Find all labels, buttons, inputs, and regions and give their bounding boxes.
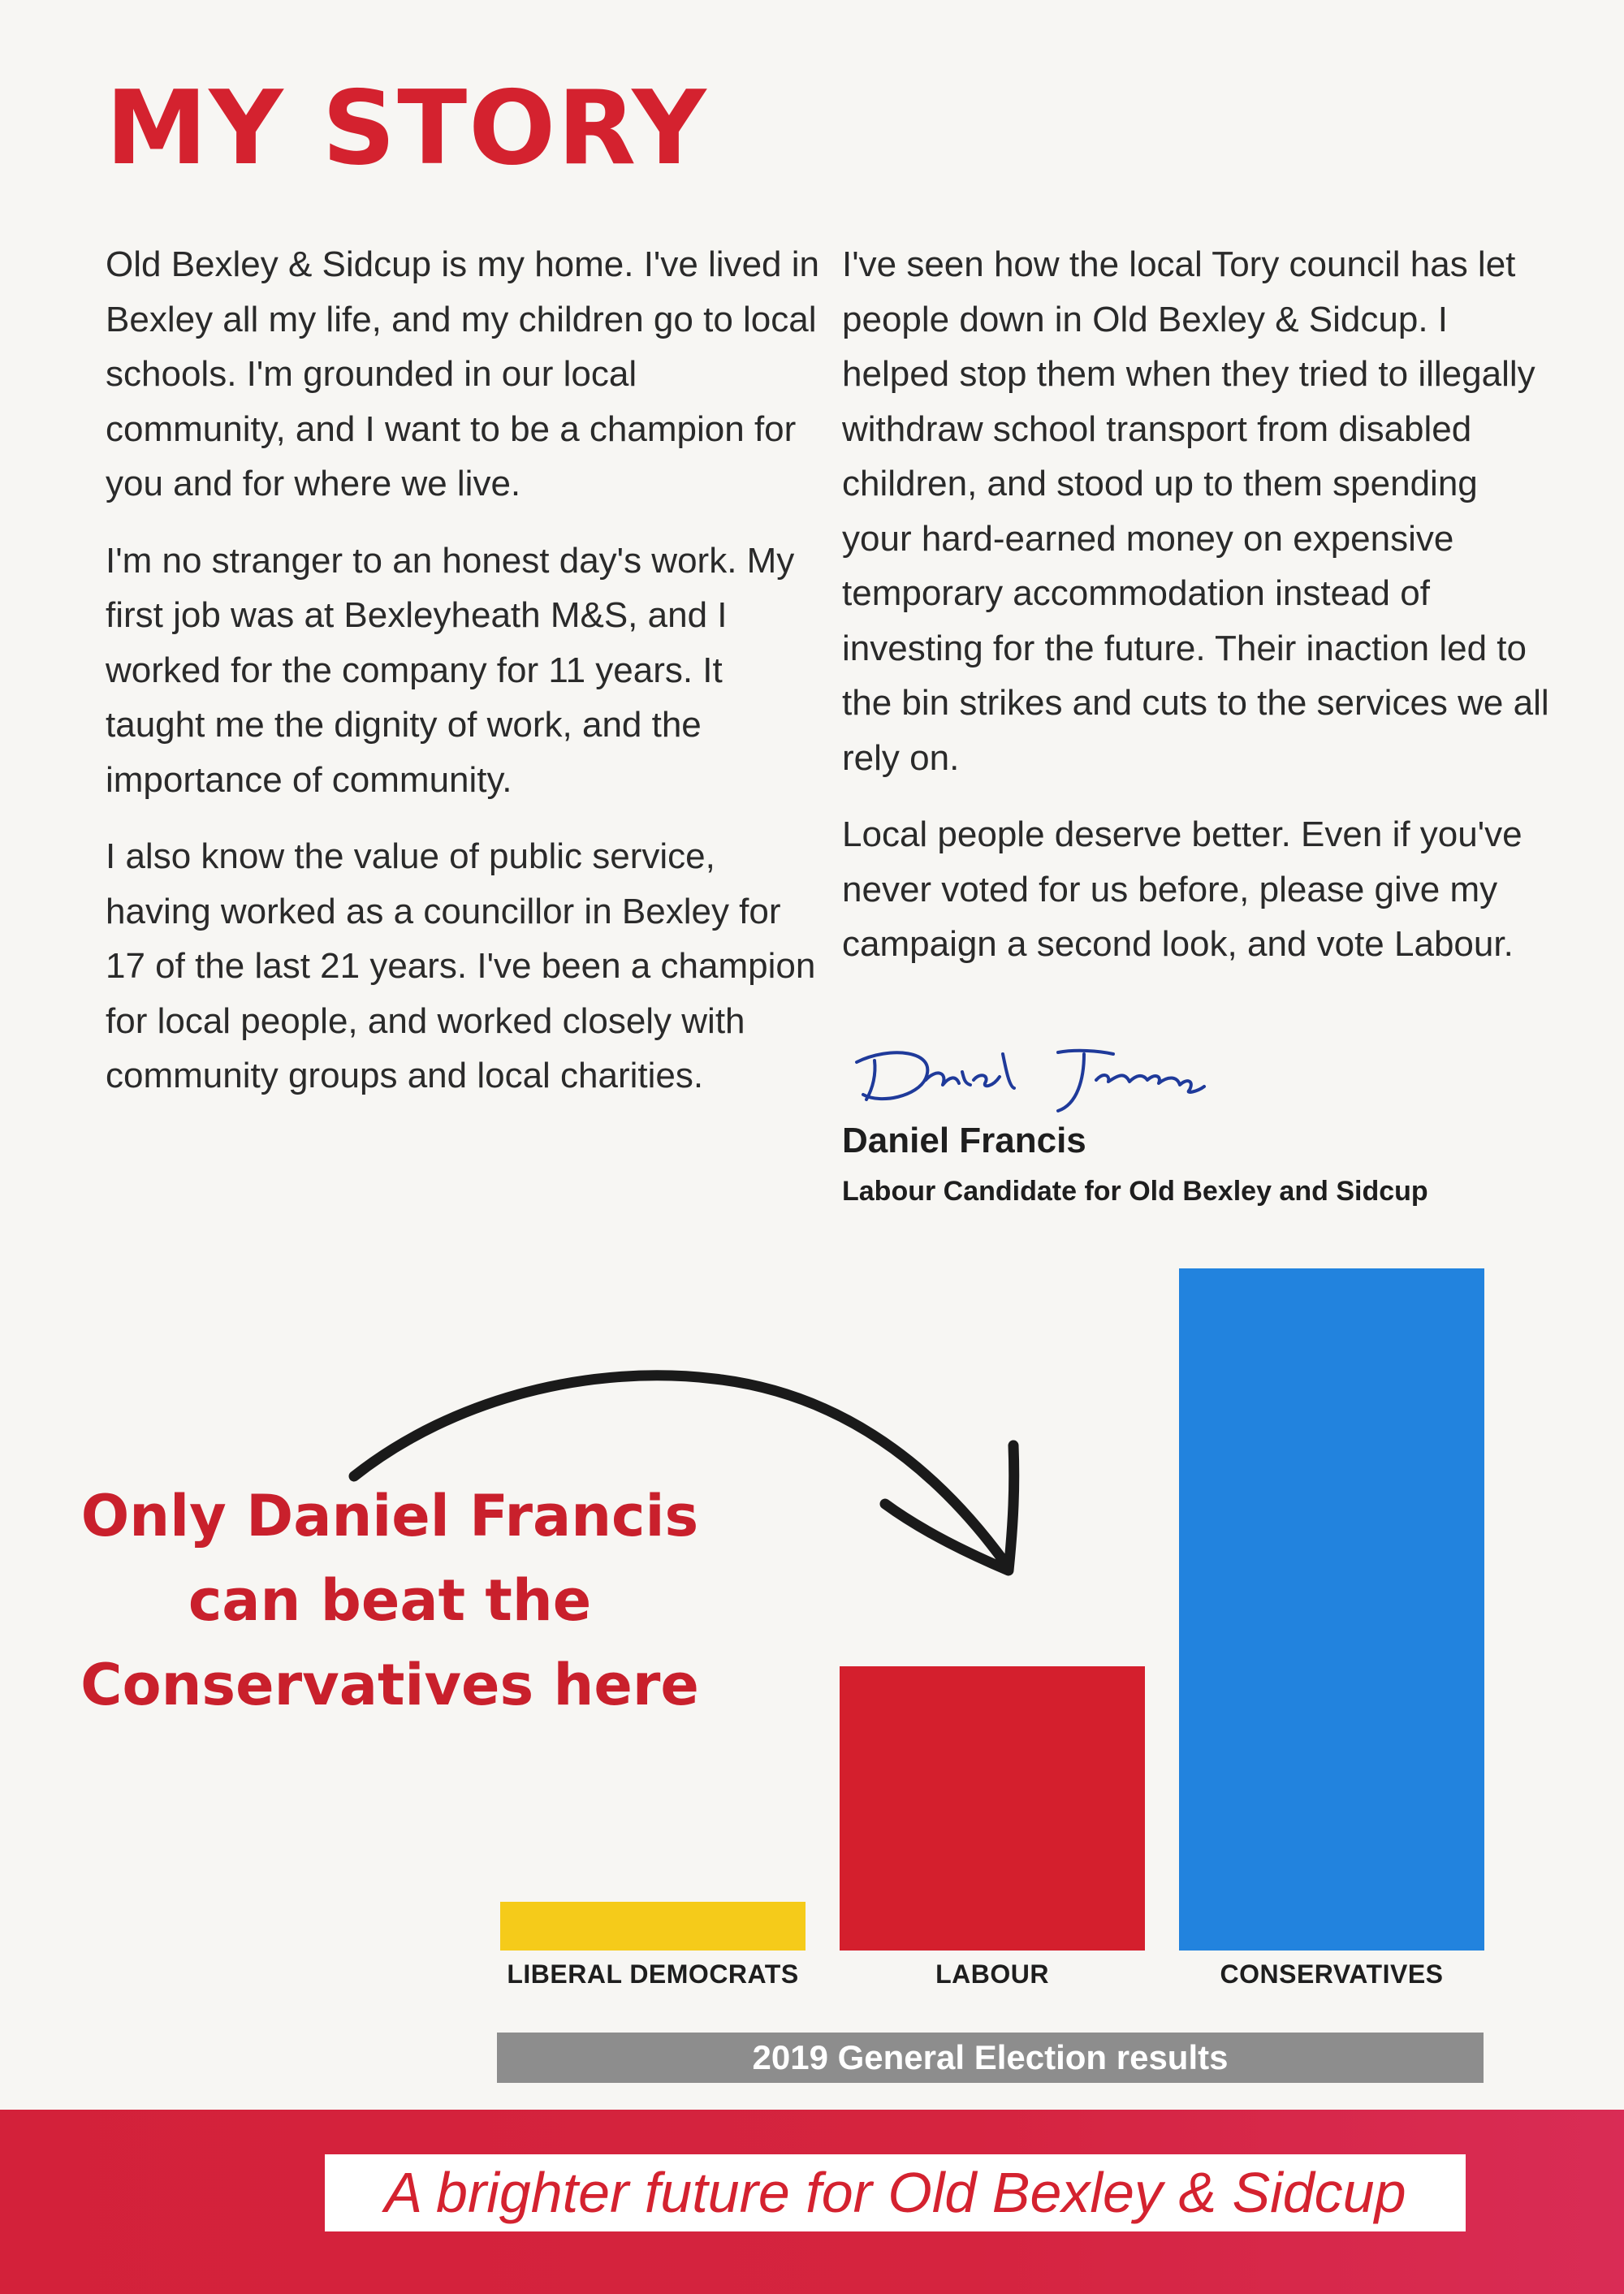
page-title: MY STORY xyxy=(106,68,708,188)
handwritten-signature xyxy=(840,1030,1222,1119)
callout-text xyxy=(57,1474,723,1727)
bar-labour xyxy=(840,1666,1145,1951)
callout-line: Conservatives here xyxy=(80,1652,699,1718)
bar-label-liberal-democrats: LIBERAL DEMOCRATS xyxy=(507,1959,799,1989)
story-paragraph: I've seen how the local Tory council has let people down in Old Bexley & Sidcup. I helped stop them when they tried to illegally withdraw school transport from disabled children, and stood up to them spending your hard-earned money on expensive temporary accommodation instead of investing for the future. Their inaction led to the bin strikes and cuts to the services we all rely on. xyxy=(842,244,1549,778)
story-paragraph: Local people deserve better. Even if you've never voted for us before, please give my campaign a second look, and vote Labour. xyxy=(842,814,1522,964)
story-left-column xyxy=(106,237,820,1125)
candidate-name: Daniel Francis xyxy=(842,1121,1086,1160)
story-right-column xyxy=(842,237,1557,994)
bar-label-labour: LABOUR xyxy=(935,1959,1049,1989)
chart-title: 2019 General Election results xyxy=(497,2033,1484,2083)
story-paragraph: Old Bexley & Sidcup is my home. I've lived in Bexley all my life, and my children go to local schools. I'm grounded in our local community, and I want to be a champion for you and for where we live. xyxy=(106,244,819,503)
bar-label-conservatives: CONSERVATIVES xyxy=(1220,1959,1444,1989)
candidate-role: Labour Candidate for Old Bexley and Sidcup xyxy=(842,1176,1428,1207)
footer-tagline: A brighter future for Old Bexley & Sidcup xyxy=(325,2154,1466,2231)
story-paragraph: I'm no stranger to an honest day's work. My first job was at Bexleyheath M&S, and I worked for the company for 11 years. It taught me the dignity of work, and the importance of community. xyxy=(106,540,795,800)
bar-liberal-democrats xyxy=(500,1902,806,1951)
bar-conservatives xyxy=(1179,1268,1484,1951)
story-paragraph: I also know the value of public service, having worked as a councillor in Bexley for 17 of the last 21 years. I've been a champion for local people, and worked closely with community groups and local charities. xyxy=(106,836,816,1095)
callout-line: can beat the xyxy=(188,1567,592,1634)
callout-line: Only Daniel Francis xyxy=(80,1483,699,1549)
